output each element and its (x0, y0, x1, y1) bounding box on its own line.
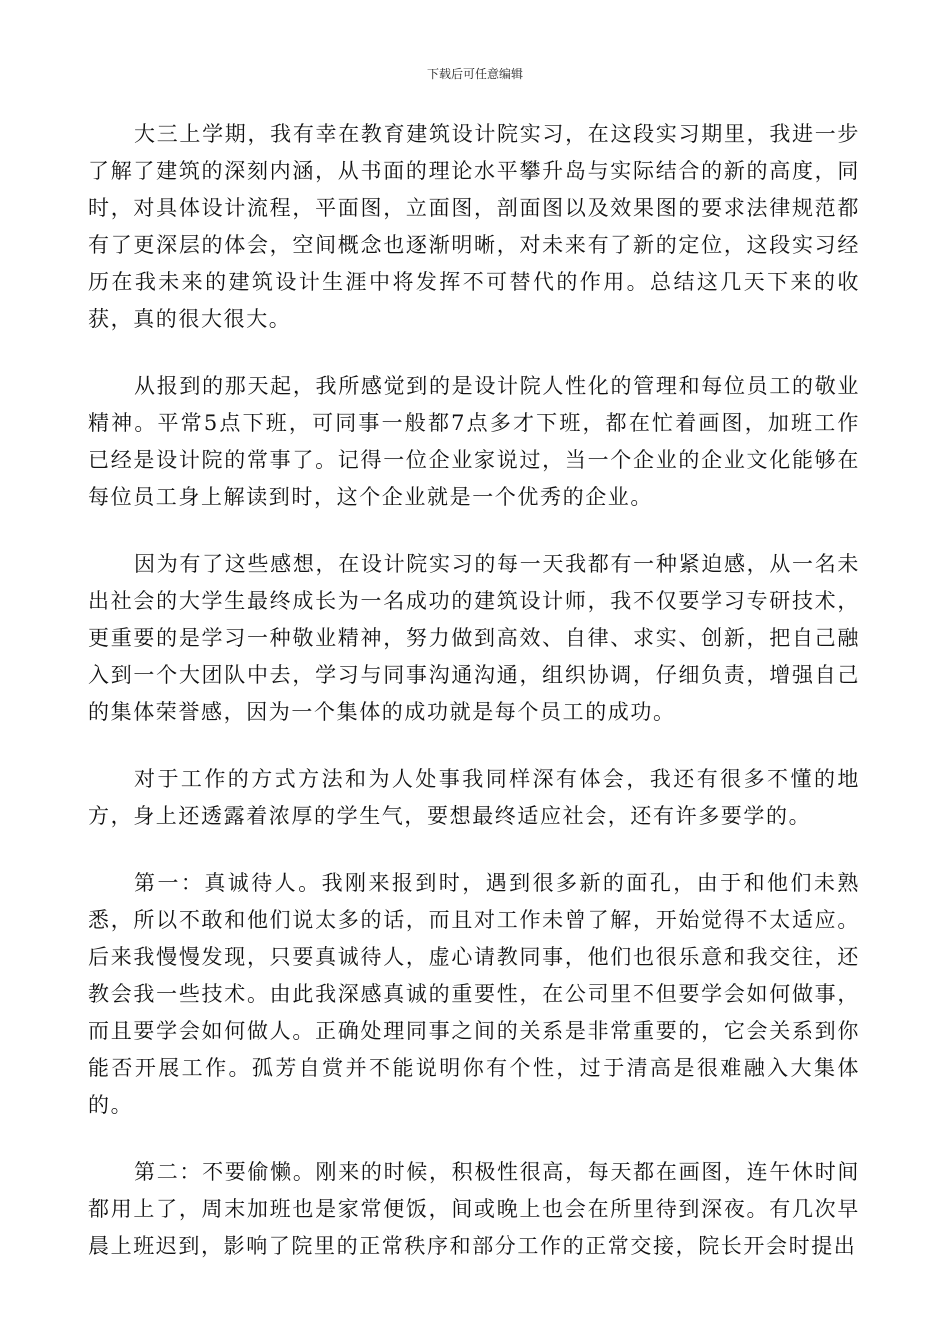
page-header: 下载后可任意编辑 (426, 67, 523, 81)
paragraph-6: 第二：不要偷懒。刚来的时候，积极性很高，每天都在画图，连午休时间都用上了，周末加班也是家常便饭，间或晚上也会在所里待到深夜。有几次早晨上班迟到，影响了院里的正常秩序和部分工作的正常交接，院长开会时提出 (88, 1160, 860, 1258)
paragraph-4: 对于工作的方式方法和为人处事我同样深有体会，我还有很多不懂的地方，身上还透露着浓厚的学生气，要想最终适应社会，还有许多要学的。 (88, 767, 860, 828)
paragraph-2: 从报到的那天起，我所感觉到的是设计院人性化的管理和每位员工的敬业精神。平常5点下班，可同事一般都7点多才下班，都在忙着画图，加班工作已经是设计院的常事了。记得一位企业家说过，当一个企业的企业文化能够在每位员工身上解读到时，这个企业就是一个优秀的企业。 (88, 374, 860, 509)
paragraph-3: 因为有了这些感想，在设计院实习的每一天我都有一种紧迫感，从一名未出社会的大学生最终成长为一名成功的建筑设计师，我不仅要学习专研技术，更重要的是学习一种敬业精神，努力做到高效、自律、求实、创新，把自己融入到一个大团队中去，学习与同事沟通沟通，组织协调，仔细负责，增强自己的集体荣誉感，因为一个集体的成功就是每个员工的成功。 (88, 552, 860, 724)
paragraph-5: 第一：真诚待人。我刚来报到时，遇到很多新的面孔，由于和他们未熟悉，所以不敢和他们说太多的话，而且对工作未曾了解，开始觉得不太适应。后来我慢慢发现，只要真诚待人，虚心请教同事，他们也很乐意和我交往，还教会我一些技术。由此我深感真诚的重要性，在公司里不但要学会如何做事，而且要学会如何做人。正确处理同事之间的关系是非常重要的，它会关系到你能否开展工作。孤芳自赏并不能说明你有个性，过于清高是很难融入大集体的。 (88, 871, 860, 1117)
paragraph-1: 大三上学期，我有幸在教育建筑设计院实习，在这段实习期里，我进一步了解了建筑的深刻内涵，从书面的理论水平攀升岛与实际结合的新的高度，同时，对具体设计流程，平面图，立面图，剖面图以及效果图的要求法律规范都有了更深层的体会，空间概念也逐渐明晰，对未来有了新的定位，这段实习经历在我未来的建筑设计生涯中将发挥不可替代的作用。总结这几天下来的收获，真的很大很大。 (88, 122, 860, 331)
document-body (88, 116, 860, 1295)
